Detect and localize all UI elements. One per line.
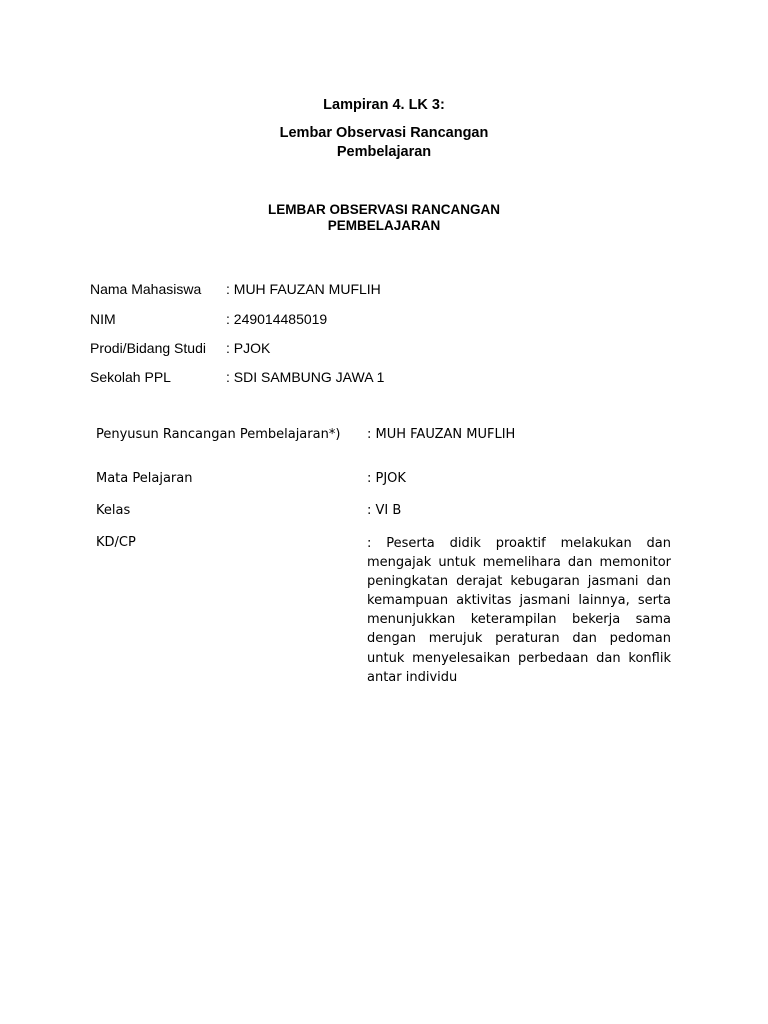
kdcp-description: : Peserta didik proaktif melakukan dan mengajak untuk memelihara dan memonitor peningkatan derajat kebugaran jasmani dan kemampuan aktivitas jasmani lainnya, serta menunjukkan keterampilan bekerja sama dengan merujuk peraturan dan pedoman untuk menyelesaikan perbedaan dan konflik antar individu bbox=[367, 536, 671, 685]
info-label: Sekolah PPL bbox=[90, 369, 171, 385]
info-value: : SDI SAMBUNG JAWA 1 bbox=[226, 369, 385, 385]
plan-label: Mata Pelajaran bbox=[96, 471, 193, 486]
document-title-line-1: Lembar Observasi Rancangan bbox=[279, 125, 489, 141]
plan-value: : VI B bbox=[367, 503, 402, 518]
plan-label: KD/CP bbox=[96, 535, 136, 550]
info-label: Nama Mahasiswa bbox=[90, 281, 202, 297]
appendix-label: Lampiran 4. LK 3: bbox=[323, 97, 445, 113]
plan-label: Kelas bbox=[96, 503, 131, 518]
document-title-line-2: Pembelajaran bbox=[336, 144, 432, 160]
info-value: : PJOK bbox=[226, 340, 271, 356]
plan-label: Penyusun Rancangan Pembelajaran*) bbox=[96, 427, 341, 442]
info-value: : 249014485019 bbox=[226, 311, 328, 327]
info-label: Prodi/Bidang Studi bbox=[90, 340, 206, 356]
plan-value: : MUH FAUZAN MUFLIH bbox=[367, 427, 516, 442]
section-title-line-2: PEMBELAJARAN bbox=[327, 218, 441, 233]
section-title-line-1: LEMBAR OBSERVASI RANCANGAN bbox=[267, 202, 500, 217]
info-label: NIM bbox=[90, 311, 116, 327]
info-value: : MUH FAUZAN MUFLIH bbox=[226, 281, 381, 297]
plan-value: : PJOK bbox=[367, 471, 406, 486]
